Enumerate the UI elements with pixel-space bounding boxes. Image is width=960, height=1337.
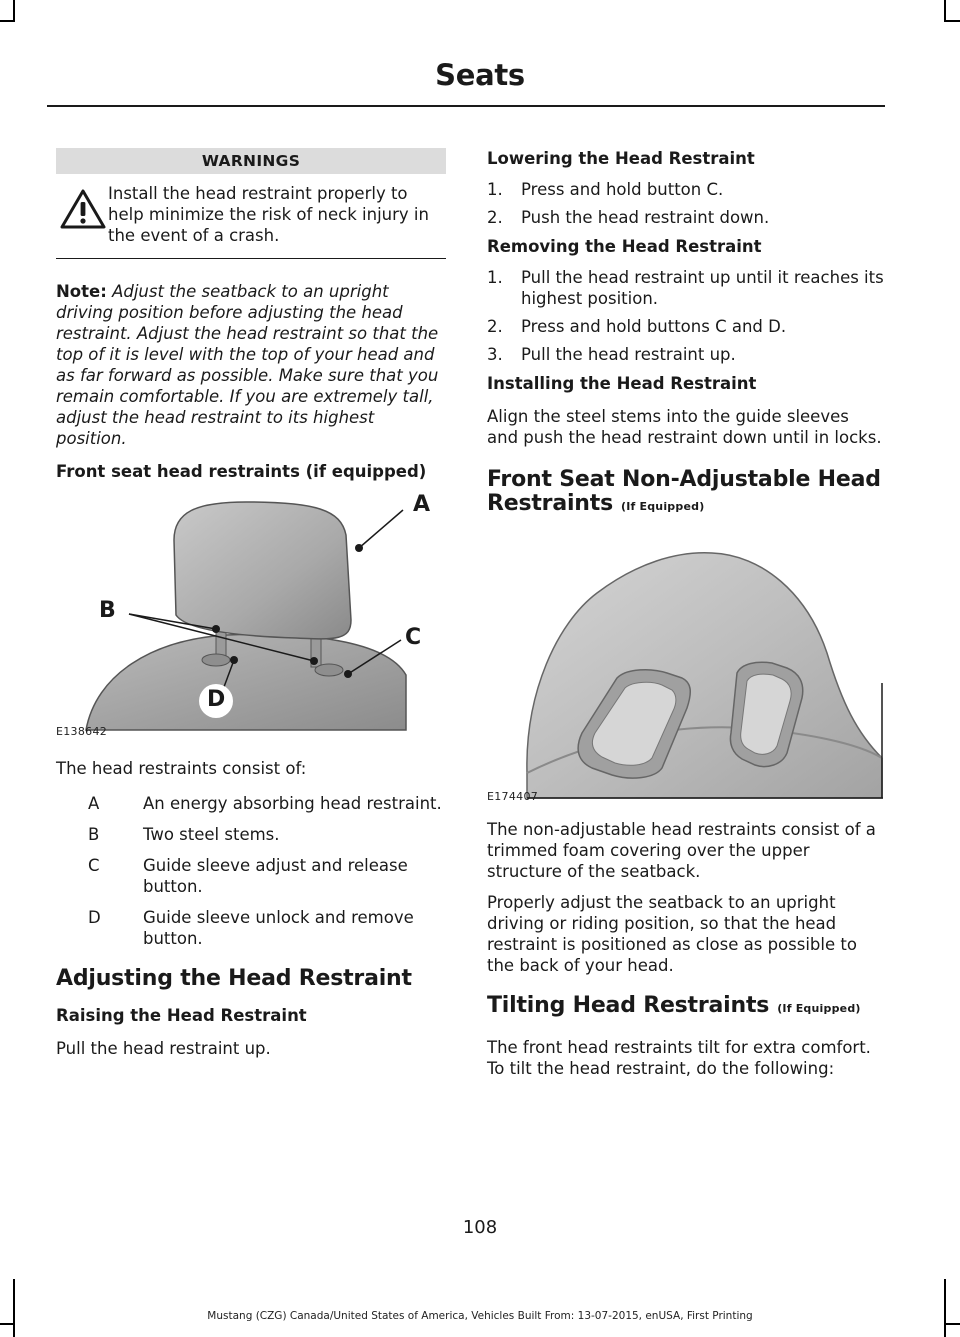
page-title: Seats <box>435 58 525 92</box>
list-item: 3. Pull the head restraint up. <box>487 344 885 365</box>
removing-heading: Removing the Head Restraint <box>487 237 762 256</box>
page-number: 108 <box>462 1217 498 1238</box>
crop-mark <box>13 0 15 22</box>
removing-steps <box>487 267 885 365</box>
front-seat-heading: Front seat head restraints (if equipped) <box>56 462 427 481</box>
crop-mark <box>944 1279 946 1337</box>
part-key: B <box>88 825 100 844</box>
if-equipped-tag: (If Equipped) <box>620 500 705 513</box>
tilting-heading <box>487 994 885 1021</box>
callout-a: A <box>413 492 431 517</box>
if-equipped-tag: (If Equipped) <box>777 1002 861 1015</box>
nonadjustable-seat-illustration <box>487 543 885 803</box>
adjusting-heading: Adjusting the Head Restraint <box>56 966 412 991</box>
part-desc: Guide sleeve adjust and release button. <box>143 856 408 896</box>
callout-b: B <box>99 598 116 623</box>
list-item: 2. Push the head restraint down. <box>487 207 885 228</box>
crop-mark <box>0 20 15 22</box>
step-text: Press and hold buttons C and D. <box>521 317 787 336</box>
left-column <box>56 148 446 1059</box>
warning-triangle-icon <box>58 187 108 231</box>
step-text: Pull the head restraint up. <box>521 345 736 364</box>
nonadjustable-heading-line1: Front Seat Non-Adjustable Head <box>487 467 881 492</box>
crop-mark <box>944 20 960 22</box>
crop-mark <box>0 1323 15 1325</box>
lowering-heading: Lowering the Head Restraint <box>487 149 755 168</box>
part-key: C <box>88 856 100 875</box>
step-text: Press and hold button C. <box>521 180 724 199</box>
warning-text: Install the head restraint properly to help minimize the risk of neck injury in the event of a crash. <box>108 184 429 245</box>
part-key: D <box>88 908 101 927</box>
list-item <box>56 824 446 845</box>
note-label: Note: <box>56 282 107 301</box>
head-restraint-figure <box>56 490 436 738</box>
step-text: Push the head restraint down. <box>521 208 770 227</box>
nonadjustable-para2: Properly adjust the seatback to an upright driving or riding position, so that the head restraint is positioned as close as possible to the back of your head. <box>487 893 857 975</box>
right-column <box>487 148 885 1079</box>
footer-text: Mustang (CZG) Canada/United States of America, Vehicles Built From: 13-07-2015, enUSA, First Printing <box>207 1310 753 1322</box>
nonadjustable-heading <box>487 468 885 519</box>
header-rule <box>47 105 885 107</box>
nonadjustable-heading-line2: Restraints <box>487 491 613 516</box>
list-item: 1. Pull the head restraint up until it reaches its highest position. <box>487 268 884 308</box>
warnings-box <box>56 148 446 259</box>
figure-code: E174407 <box>487 790 539 803</box>
callout-d: D <box>207 687 226 712</box>
crop-mark <box>944 1323 960 1325</box>
part-desc: Guide sleeve unlock and remove button. <box>143 908 414 948</box>
callout-c: C <box>405 625 422 650</box>
part-desc: Two steel stems. <box>143 825 280 844</box>
step-text: Pull the head restraint up until it reaches its highest position. <box>521 268 884 308</box>
list-item <box>56 793 446 814</box>
lowering-steps <box>487 179 885 228</box>
list-item <box>56 855 446 897</box>
installing-text: Align the steel stems into the guide sleeves and push the head restraint down until in locks. <box>487 407 882 447</box>
raising-text: Pull the head restraint up. <box>56 1039 271 1058</box>
crop-mark <box>944 0 946 22</box>
warnings-heading: WARNINGS <box>56 148 446 174</box>
part-key: A <box>88 794 100 813</box>
nonadjustable-para1: The non-adjustable head restraints consist of a trimmed foam covering over the upper structure of the seatback. <box>487 820 876 881</box>
parts-intro: The head restraints consist of: <box>56 759 307 778</box>
installing-heading: Installing the Head Restraint <box>487 374 757 393</box>
raising-heading: Raising the Head Restraint <box>56 1006 307 1025</box>
parts-list <box>56 793 446 949</box>
tilting-text: The front head restraints tilt for extra comfort. To tilt the head restraint, do the following: <box>487 1038 871 1078</box>
note-text: Adjust the seatback to an upright driving position before adjusting the head restraint. Adjust the head restraint so that the top of it is level with the top of your head and as far forward as possible. Make sure that you remain comfortable. If you are extremely tall, adjust the head restraint to its highest position. <box>56 282 439 448</box>
tilting-heading-text: Tilting Head Restraints <box>487 993 770 1018</box>
list-item <box>56 907 446 949</box>
note-paragraph <box>56 281 446 449</box>
warning-item <box>56 174 446 259</box>
part-desc: An energy absorbing head restraint. <box>143 794 442 813</box>
figure-code: E138642 <box>56 725 108 738</box>
list-item: 2. Press and hold buttons C and D. <box>487 316 885 337</box>
nonadjustable-figure <box>487 543 885 803</box>
crop-mark <box>13 1279 15 1337</box>
list-item: 1. Press and hold button C. <box>487 179 885 200</box>
